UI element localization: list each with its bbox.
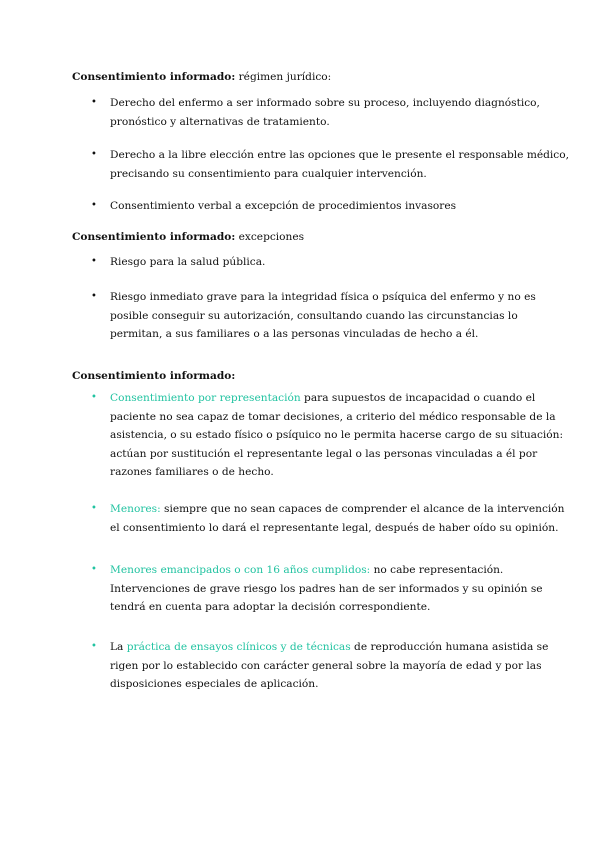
heading-rest: régimen jurídico:	[235, 71, 332, 83]
section-heading-excepciones	[72, 230, 304, 244]
line-rest: no cabe representación.	[370, 564, 504, 576]
item-line: asistencia, o su estado físico o psíquico no le permita hacerse cargo de su situación:	[110, 429, 564, 441]
list-item	[93, 197, 543, 216]
item-line: Riesgo para la salud pública.	[110, 256, 266, 268]
item-line: actúan por sustitución el representante legal o las personas vinculadas a él por	[110, 447, 538, 460]
heading-rest: excepciones	[235, 231, 305, 243]
bullet-icon: •	[91, 641, 97, 652]
item-line: Derecho a la libre elección entre las opciones que le presente el responsable médico,	[110, 149, 569, 161]
section-heading-consentimiento	[72, 369, 235, 383]
item-line: el consentimiento lo dará el representante legal, después de haber oído su opinión.	[110, 521, 559, 534]
bullet-icon: •	[91, 503, 97, 514]
heading-bold: Consentimiento informado:	[72, 71, 236, 83]
bullet-icon: •	[91, 392, 97, 403]
list-item	[91, 500, 565, 537]
bullet-icon: •	[91, 200, 97, 211]
item-line: rigen por lo establecido con carácter general sobre la mayoría de edad y por las	[110, 659, 542, 672]
section-heading-regimen	[72, 70, 331, 84]
item-line: Consentimiento verbal a excepción de procedimientos invasores	[110, 200, 457, 212]
heading-bold: Consentimiento informado:	[72, 231, 236, 243]
list-item	[91, 146, 569, 183]
item-line	[110, 638, 549, 657]
item-line: posible conseguir su autorización, consultando cuando las circunstancias lo	[110, 309, 518, 322]
item-line: pronóstico y alternativas de tratamiento.	[110, 115, 330, 128]
highlight-text: Menores emancipados o con 16 años cumplidos:	[110, 564, 371, 576]
list-item	[91, 638, 549, 694]
item-line: razones familiares o de hecho.	[110, 466, 274, 478]
bullet-icon: •	[91, 291, 97, 302]
item-line: permitan, a sus familiares o a las personas vinculadas de hecho a él.	[110, 328, 479, 340]
list-item	[93, 561, 543, 617]
highlight-text: práctica de ensayos clínicos y de técnicas	[126, 641, 351, 653]
list-item	[91, 389, 564, 482]
list-item	[93, 94, 543, 131]
line-prefix: La	[110, 641, 127, 653]
item-line: tendrá en cuenta para adoptar la decisión correspondiente.	[110, 601, 431, 613]
item-line: disposiciones especiales de aplicación.	[110, 678, 319, 690]
item-line	[110, 389, 543, 408]
item-line: precisando su consentimiento para cualquier intervención.	[110, 167, 427, 180]
item-line	[110, 561, 543, 580]
bullet-icon: •	[91, 97, 97, 108]
list-item	[93, 253, 543, 272]
bullet-icon: •	[91, 149, 97, 160]
highlight-text: Menores:	[110, 503, 161, 515]
heading-bold: Consentimiento informado:	[72, 370, 236, 382]
item-line	[110, 500, 565, 519]
highlight-text: Consentimiento por representación	[110, 392, 301, 404]
item-line: Riesgo inmediato grave para la integridad física o psíquica del enfermo y no es	[110, 291, 536, 303]
item-line: paciente no sea capaz de tomar decisiones, a criterio del médico responsable de la	[110, 410, 556, 423]
item-line: Intervenciones de grave riesgo los padres han de ser informados y su opinión se	[110, 582, 543, 595]
list-item	[93, 288, 543, 344]
line-rest: de reproducción humana asistida se	[350, 641, 549, 653]
bullet-icon: •	[91, 256, 97, 267]
bullet-icon: •	[91, 564, 97, 575]
line-rest: siempre que no sean capaces de comprender el alcance de la intervención	[160, 503, 565, 515]
item-line: Derecho del enfermo a ser informado sobre su proceso, incluyendo diagnóstico,	[110, 97, 540, 109]
line-rest: para supuestos de incapacidad o cuando el	[300, 392, 536, 404]
